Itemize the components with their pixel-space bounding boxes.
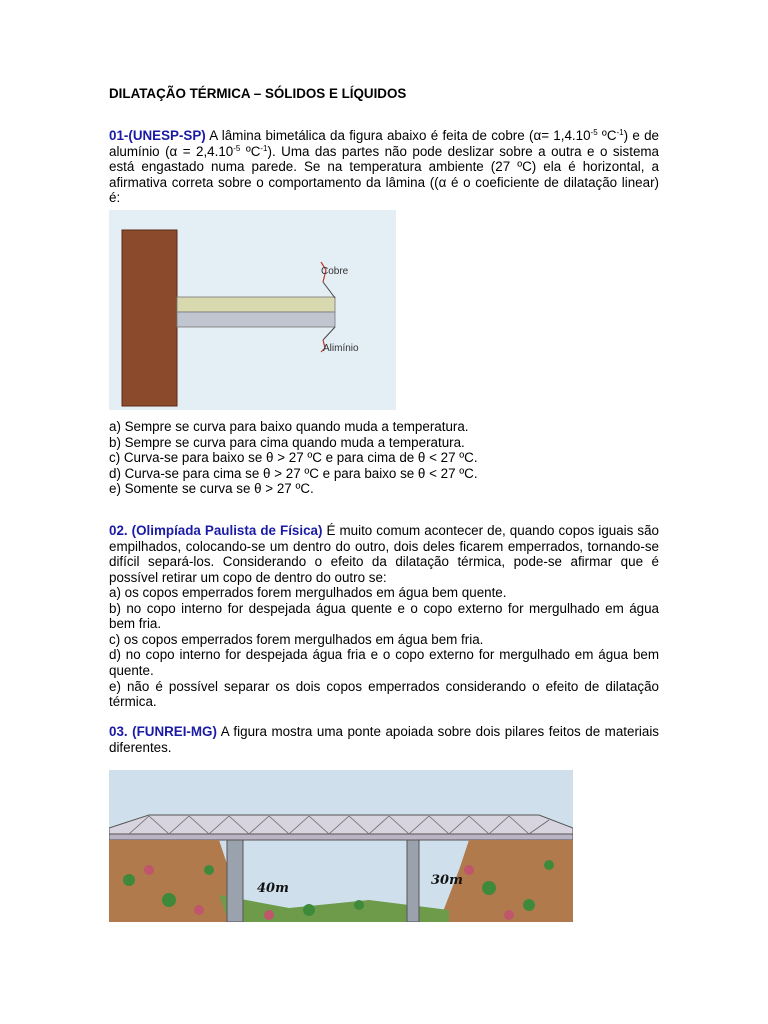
question-2-option-a: a) os copos emperrados forem mergulhados em água bem quente. [109,585,507,600]
question-2-option-d: d) no copo interno for despejada água fria e o copo externo for mergulhado em água bem quente. [109,647,659,678]
cobre-label: Cobre [321,266,349,277]
question-3-number: 03. (FUNREI-MG) [109,724,217,739]
question-2-option-b: b) no copo interno for despejada água quente e o copo externo for mergulhado em água bem fria. [109,600,659,632]
aluminio-label: Alimínio [323,343,359,354]
question-1-number: 01-(UNESP-SP) [109,128,206,143]
question-1-option-e: e) Somente se curva se θ > 27 ºC. [109,481,314,497]
bridge-figure [109,770,573,922]
question-1-options [109,419,659,497]
question-2-number: 02. (Olimpíada Paulista de Física) [109,523,323,538]
left-pillar-length-label: 40m [257,881,289,896]
question-1-option-c: c) Curva-se para baixo se θ > 27 ºC e para cima de θ < 27 ºC. [109,450,478,466]
question-2-statement: 02. (Olimpíada Paulista de Física) É muito comum acontecer de, quando copos iguais são empilhados, colocando-se um dentro do outro, dois deles ficarem emperrados, tornando-se difícil separá-los. Considerando o efeito da dilatação térmica, pode-se afirmar que é possível retirar um copo de dentro do outro se: [109,523,659,585]
right-pillar-length-label: 30m [431,873,463,888]
bimetallic-strip-figure [109,210,396,410]
question-1-option-a: a) Sempre se curva para baixo quando muda a temperatura. [109,419,469,434]
question-2-option-e: e) não é possível separar os dois copos emperrados considerando o efeito de dilatação térmica. [109,678,659,710]
question-1-option-b: b) Sempre se curva para cima quando muda a temperatura. [109,434,465,450]
question-2-options [109,585,659,710]
question-1-option-d: d) Curva-se para cima se θ > 27 ºC e para baixo se θ < 27 ºC. [109,465,478,481]
question-3-statement: 03. (FUNREI-MG) A figura mostra uma ponte apoiada sobre dois pilares feitos de materiais diferentes. [109,724,659,755]
question-2-option-c: c) os copos emperrados forem mergulhados em água bem fria. [109,631,484,647]
page-title: DILATAÇÃO TÉRMICA – SÓLIDOS E LÍQUIDOS [109,86,407,101]
question-1-statement: 01-(UNESP-SP) A lâmina bimetálica da figura abaixo é feita de cobre ($\alpha= 1,4.10^{-5}$ ºC$^{-1}$) e de alumínio ($\alpha = 2,4.10^{-5}$ ºC$^{-1}$). Uma das partes não pode deslizar sobre a outra e o sistema está engastado numa parede. Se na temperatura ambiente (27 ºC) ela é horizontal, a afirmativa correta sobre o comportamento da lâmina ((α é o coeficiente de dilatação linear) é: [109,128,659,206]
